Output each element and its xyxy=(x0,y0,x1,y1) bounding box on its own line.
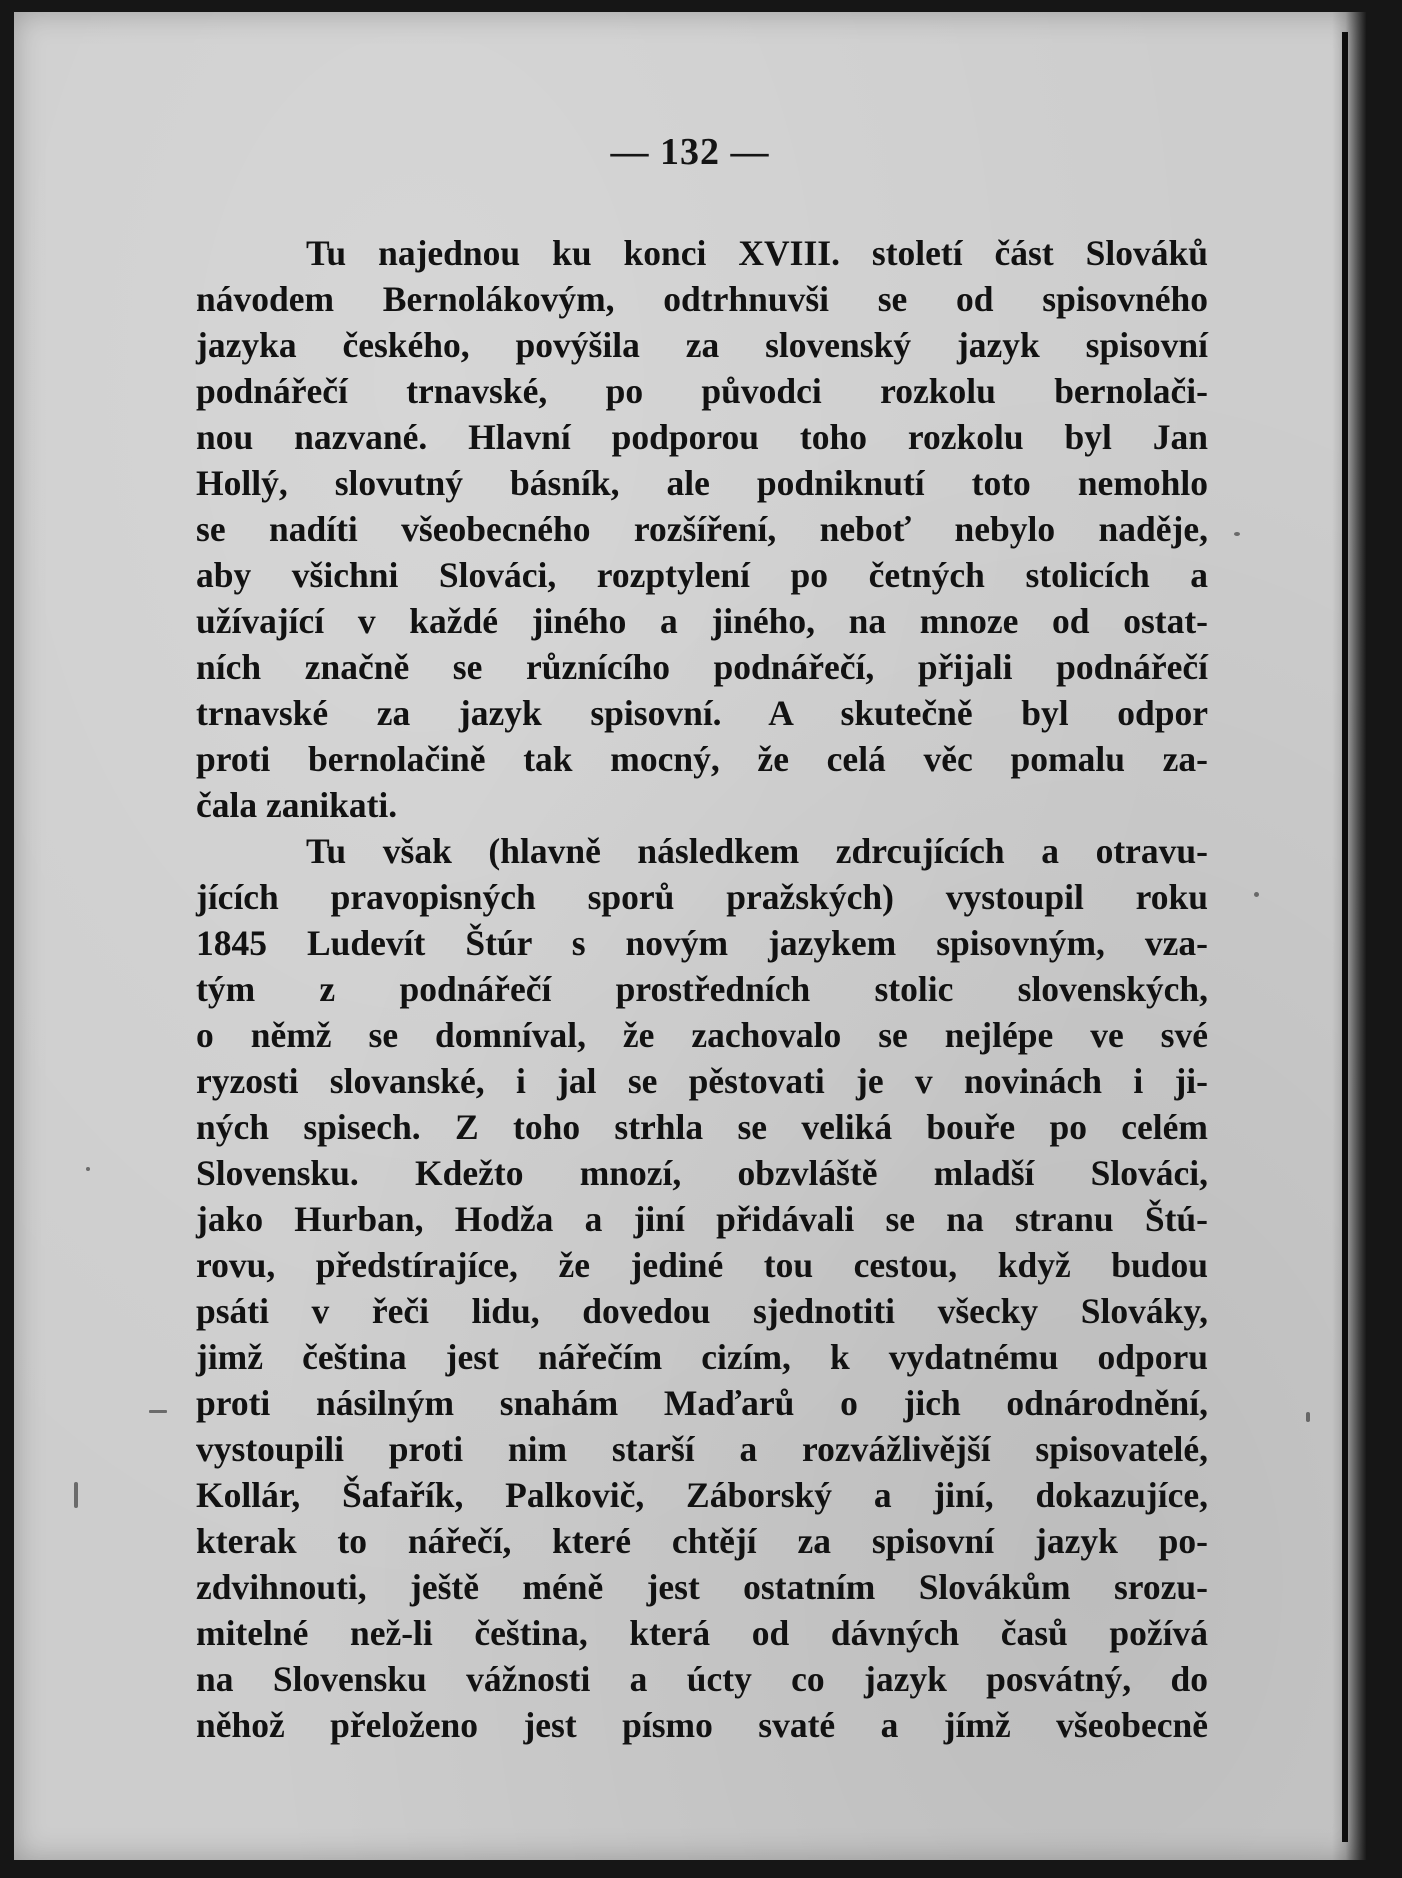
text-line: Tu najednou ku konci XVIII. století část Slováků xyxy=(306,233,1208,273)
text-line: návodem Bernolákovým, odtrhnuvši se od spisovného xyxy=(196,279,1208,319)
text-line: Tu však (hlavně následkem zdrcujících a otravu- xyxy=(306,831,1208,871)
text-line: psáti v řeči lidu, dovedou sjednotiti všecky Slováky, xyxy=(196,1291,1208,1331)
binding-shadow xyxy=(1332,12,1366,1860)
text-line: jimž čeština jest nářečím cizím, k vydatnému odporu xyxy=(196,1337,1208,1377)
text-line: ryzosti slovanské, i jal se pěstovati je v novinách i ji- xyxy=(196,1061,1208,1101)
text-line: vystoupili proti nim starší a rozvážlivější spisovatelé, xyxy=(196,1429,1208,1469)
binding-edge xyxy=(1342,32,1348,1842)
scan-speck xyxy=(74,1482,78,1508)
text-line: proti bernolačině tak mocný, že celá věc pomalu za- xyxy=(196,739,1208,779)
scan-speck xyxy=(1234,532,1240,536)
book-page xyxy=(14,12,1366,1860)
text-line: kterak to nářečí, které chtějí za spisovní jazyk po- xyxy=(196,1521,1208,1561)
scan-speck xyxy=(1254,892,1259,897)
text-line: Kollár, Šafařík, Palkovič, Záborský a jiní, dokazujíce, xyxy=(196,1475,1208,1515)
body-text xyxy=(196,230,1208,1748)
scan-speck xyxy=(149,1410,167,1413)
text-line: na Slovensku vážnosti a úcty co jazyk posvátný, do xyxy=(196,1659,1208,1699)
text-line: tým z podnářečí prostředních stolic slovenských, xyxy=(196,969,1208,1009)
text-line: o němž se domníval, že zachovalo se nejlépe ve své xyxy=(196,1015,1208,1055)
text-line: 1845 Ludevít Štúr s novým jazykem spisovným, vza- xyxy=(196,923,1208,963)
scan-speck xyxy=(1306,1412,1310,1422)
text-line: mitelné než-li čeština, která od dávných časů požívá xyxy=(196,1613,1208,1653)
text-line: jících pravopisných sporů pražských) vystoupil roku xyxy=(196,877,1208,917)
scan-speck xyxy=(86,1167,90,1171)
text-line: čala zanikati. xyxy=(196,785,398,825)
text-line: proti násilným snahám Maďarů o jich odnárodnění, xyxy=(196,1383,1208,1423)
text-line: aby všichni Slováci, rozptylení po četných stolicích a xyxy=(196,555,1208,595)
text-line: Slovensku. Kdežto mnozí, obzvláště mladší Slováci, xyxy=(196,1153,1208,1193)
text-line: Hollý, slovutný básník, ale podniknutí toto nemohlo xyxy=(196,463,1208,503)
text-line: užívající v každé jiného a jiného, na mnoze od ostat- xyxy=(196,601,1208,641)
text-line: něhož přeloženo jest písmo svaté a jímž všeobecně xyxy=(196,1705,1208,1745)
text-line: nou nazvané. Hlavní podporou toho rozkolu byl Jan xyxy=(196,417,1208,457)
text-line: podnářečí trnavské, po původci rozkolu bernolači- xyxy=(196,371,1208,411)
text-line: trnavské za jazyk spisovní. A skutečně byl odpor xyxy=(196,693,1208,733)
text-line: jako Hurban, Hodža a jiní přidávali se na stranu Štú- xyxy=(196,1199,1208,1239)
text-line: se nadíti všeobecného rozšíření, neboť nebylo naděje, xyxy=(196,509,1208,549)
page-number: — 132 — xyxy=(610,131,770,173)
text-line: zdvihnouti, ještě méně jest ostatním Slovákům srozu- xyxy=(196,1567,1208,1607)
text-line: rovu, předstírajíce, že jediné tou cestou, když budou xyxy=(196,1245,1208,1285)
text-line: ních značně se různícího podnářečí, přijali podnářečí xyxy=(196,647,1208,687)
text-line: jazyka českého, povýšila za slovenský jazyk spisovní xyxy=(196,325,1208,365)
text-line: ných spisech. Z toho strhla se veliká bouře po celém xyxy=(196,1107,1208,1147)
